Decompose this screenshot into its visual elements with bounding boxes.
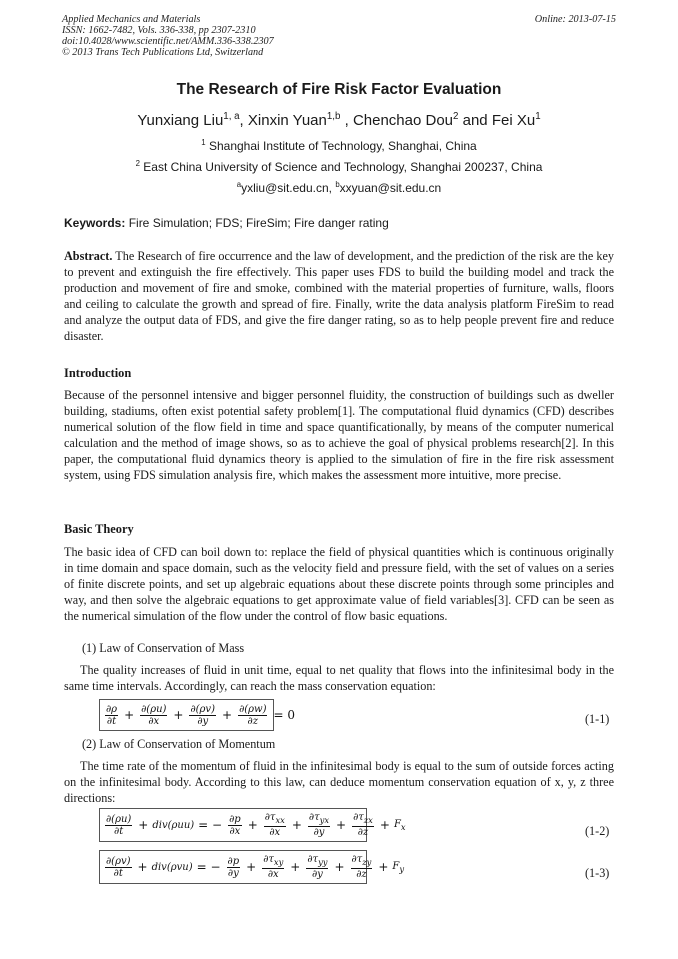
eq-term: $\frac{\partial p}{\partial y}$	[227, 855, 240, 879]
keywords	[64, 216, 389, 230]
eq-term: $\frac{\partial\rho}{\partial t}$	[106, 703, 118, 727]
email-mark: b	[335, 180, 340, 189]
eq-term: $\frac{\partial(\rho w)}{\partial z}$	[239, 703, 267, 727]
author-affil-mark: 1	[535, 111, 541, 122]
author-separator: and	[458, 112, 492, 129]
equation-momentum-y: $\frac{\partial(\rho v)}{\partial t}$ + div(ρvu) = − $\frac{\partial p}{\partial y}$ + $\frac{\partial\tau_{xy}}{\partial x}$ + $\frac{\partial\tau_{yy}}{\partial y}$ + $\frac{\partial\tau_{zy}}{\partial z}$ + $F_y$	[99, 850, 367, 884]
author-name: Fei Xu	[491, 112, 536, 129]
email-address: yxliu@sit.edu.cn,	[241, 181, 336, 195]
keywords-text: Fire Simulation; FDS; FireSim; Fire danger rating	[125, 216, 389, 230]
eq-term: $\frac{\partial(\rho u)}{\partial x}$	[141, 703, 167, 727]
momentum-text: The time rate of the momentum of fluid in the infinitesimal body is equal to the sum of outside forces acting on the infinitesimal body. According to this law, can deduce momentum conservation equation of x, y, z three directions:	[64, 759, 614, 805]
section-heading-basic-theory: Basic Theory	[64, 522, 134, 536]
equation-number: (1-2)	[585, 824, 610, 838]
affil-text: Shanghai Institute of Technology, Shanghai, China	[208, 139, 477, 153]
abstract-label: Abstract.	[64, 249, 113, 263]
author-separator: ,	[239, 112, 248, 129]
eq-term: $\frac{\partial\tau_{xx}}{\partial x}$	[264, 812, 285, 838]
affiliation-2	[0, 160, 678, 174]
eq-term: $\frac{\partial\tau_{zy}}{\partial z}$	[351, 854, 372, 880]
section-heading-introduction: Introduction	[64, 366, 132, 380]
equation-momentum-x: $\frac{\partial(\rho u)}{\partial t}$ + div(ρuu) = − $\frac{\partial p}{\partial x}$ + $\frac{\partial\tau_{xx}}{\partial x}$ + $\frac{\partial\tau_{yx}}{\partial y}$ + $\frac{\partial\tau_{zx}}{\partial z}$ + $F_x$	[99, 808, 367, 842]
affil-mark: 2	[135, 159, 140, 168]
list-item-mass: (1) Law of Conservation of Mass	[82, 641, 245, 655]
eq-term: $\frac{\partial\tau_{yy}}{\partial y}$	[307, 854, 328, 880]
eq-term: $\frac{\partial(\rho v)}{\partial t}$	[106, 855, 131, 879]
list-item-momentum: (2) Law of Conservation of Momentum	[82, 737, 276, 751]
equation-mass-conservation: $\frac{\partial\rho}{\partial t}$ + $\frac{\partial(\rho u)}{\partial x}$ + $\frac{\partial(\rho v)}{\partial y}$ + $\frac{\partial(\rho w)}{\partial z}$ = 0	[99, 699, 274, 731]
author-affil-mark: 1, a	[223, 111, 240, 122]
author-affil-mark: 1,b	[326, 111, 341, 122]
online-date: Online: 2013-07-15	[534, 14, 616, 25]
author-name: Xinxin Yuan	[247, 112, 327, 129]
keywords-label: Keywords:	[64, 216, 126, 230]
email-line	[0, 181, 678, 195]
author-name: Yunxiang Liu	[137, 112, 224, 129]
abstract	[64, 248, 614, 344]
author-line	[0, 112, 678, 129]
eq-term: $\frac{\partial(\rho v)}{\partial y}$	[190, 703, 215, 727]
eq-term: $\frac{\partial\tau_{yx}}{\partial y}$	[308, 812, 330, 838]
author-affil-mark: 2	[453, 111, 459, 122]
journal-copyright: © 2013 Trans Tech Publications Ltd, Switzerland	[62, 47, 264, 58]
email-address: xxyuan@sit.edu.cn	[339, 181, 442, 195]
affil-text: East China University of Science and Technology, Shanghai 200237, China	[143, 160, 543, 174]
affiliation-1	[0, 139, 678, 153]
eq-term: $\frac{\partial\tau_{xy}}{\partial x}$	[263, 854, 284, 880]
eq-term: $\frac{\partial p}{\partial x}$	[229, 813, 241, 837]
equation-number: (1-1)	[585, 712, 610, 726]
paper-title: The Research of Fire Risk Factor Evaluation	[176, 81, 502, 98]
affil-mark: 1	[201, 138, 206, 147]
email-mark: a	[236, 180, 242, 189]
journal-name: Applied Mechanics and Materials	[62, 14, 201, 25]
eq-term: $\frac{\partial\tau_{zx}}{\partial z}$	[353, 812, 373, 838]
equation-number: (1-3)	[585, 866, 610, 880]
abstract-text: The Research of fire occurrence and the law of development, and the prediction of the risk are the key to prevent and extinguish the fire effectively. This paper uses FDS to build the building model and track the production and movement of fire and smoke, combined with the material properties of furniture, walls, floors and ceiling to calculate the growth and spread of fire. Finally, write the data analysis platform FireSim to read and analyze the output data of FDS, and give the fire danger rating, so as to help people prevent fire and reduce disaster.	[64, 249, 614, 343]
introduction-text: Because of the personnel intensive and bigger personnel fluidity, the construction of buildings such as dweller building, stadiums, often exist potential safety problem[1]. The computational fluid dynamics (CFD) describes numerical solution of the flow field in time and space quantificationally, by means of the computer numerical calculation and the method of image shows, so as to achieve the goal of physical problems research[2]. In this paper, the computational fluid dynamics theory is applied to the simulation of fire in the fire risk assessment system, using FDS simulation analysis fire, which makes the assessment more intuitive, more precise.	[64, 388, 614, 482]
journal-doi: doi:10.4028/www.scientific.net/AMM.336-338.2307	[62, 36, 274, 47]
mass-text: The quality increases of fluid in unit time, equal to net quality that flows into the infinitesimal body in the same time intervals. Accordingly, can reach the mass conservation equation:	[64, 663, 614, 693]
eq-term: $\frac{\partial(\rho u)}{\partial t}$	[106, 813, 132, 837]
basic-theory-text: The basic idea of CFD can boil down to: replace the field of physical quantities which is continuous originally in time domain and space domain, such as the velocity field and pressure field, with the set of values on a series of finite discrete points, and set up algebraic equations about these discrete points through some principles and way, and then solve the algebraic equations to get approximate value of field variables[3]. CFD can be seen as the numerical simulation of the flow under the control of flow basic equations.	[64, 545, 614, 623]
author-name: Chenchao Dou	[352, 112, 454, 129]
journal-header	[62, 14, 274, 58]
journal-issn: ISSN: 1662-7482, Vols. 336-338, pp 2307-2310	[62, 25, 256, 36]
author-separator: ,	[340, 112, 353, 129]
